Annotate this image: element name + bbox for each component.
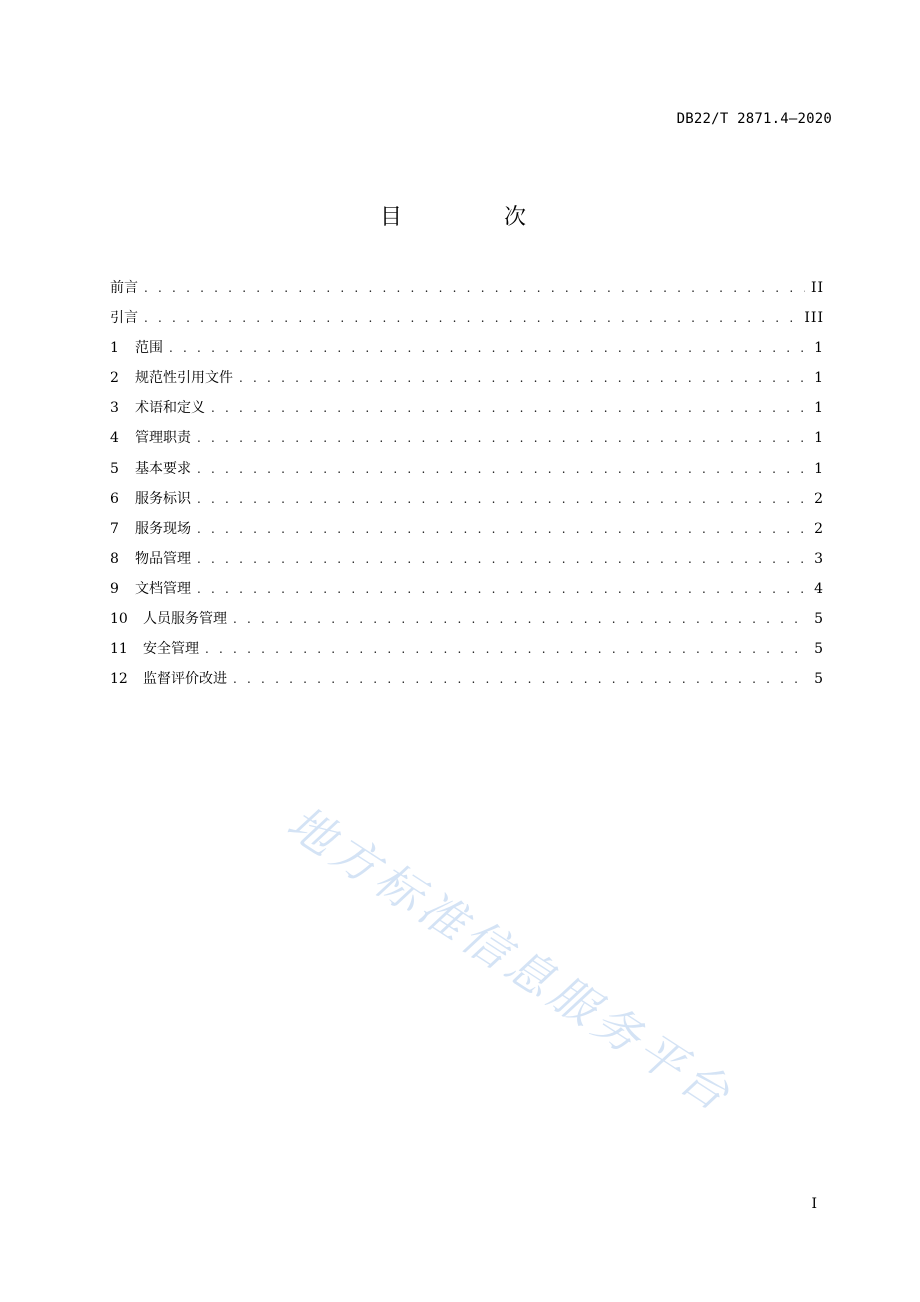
- toc-entry-page: II: [810, 280, 824, 296]
- toc-entry-12[interactable]: [110, 668, 824, 698]
- toc-title: 目 次: [379, 205, 566, 230]
- toc-leader-dots: [197, 518, 808, 540]
- toc-entry-label: 物品管理: [135, 550, 191, 567]
- toc-entry-number: 11: [110, 641, 128, 658]
- toc-entry-2[interactable]: [110, 367, 824, 397]
- toc-leader-dots: [197, 578, 808, 600]
- toc-leader-dots: [144, 307, 798, 329]
- toc-entry-page: 5: [814, 671, 824, 688]
- page-number: I: [811, 1196, 817, 1212]
- toc-entry-4[interactable]: [110, 427, 824, 457]
- toc-entry-introduction[interactable]: [110, 307, 824, 337]
- toc-entry-page: 2: [814, 490, 824, 507]
- toc-list: [110, 277, 824, 698]
- toc-entry-label: 术语和定义: [135, 400, 205, 417]
- toc-leader-dots: [144, 277, 805, 299]
- toc-entry-number: 9: [110, 580, 119, 597]
- toc-entry-page: 1: [814, 340, 824, 357]
- toc-entry-label: 前言: [110, 280, 138, 296]
- toc-entry-page: III: [804, 310, 824, 327]
- toc-entry-page: 2: [814, 520, 824, 537]
- toc-entry-number: 12: [110, 671, 128, 688]
- toc-entry-number: 4: [110, 430, 119, 447]
- toc-entry-label: 引言: [110, 310, 138, 327]
- toc-leader-dots: [197, 458, 808, 480]
- toc-entry-number: 10: [110, 611, 128, 628]
- toc-entry-label: 安全管理: [143, 641, 199, 658]
- toc-leader-dots: [197, 488, 808, 510]
- toc-entry-number: 6: [110, 490, 119, 507]
- toc-entry-page: 1: [814, 400, 824, 417]
- toc-entry-8[interactable]: [110, 548, 824, 578]
- toc-entry-number: 7: [110, 520, 119, 537]
- toc-leader-dots: [197, 548, 808, 570]
- toc-entry-5[interactable]: [110, 458, 824, 488]
- toc-entry-number: 2: [110, 370, 119, 387]
- toc-entry-number: 5: [110, 460, 119, 477]
- toc-entry-label: 管理职责: [135, 430, 191, 447]
- toc-leader-dots: [233, 608, 808, 630]
- toc-entry-label: 服务现场: [135, 520, 191, 537]
- toc-entry-label: 监督评价改进: [143, 671, 227, 688]
- toc-leader-dots: [239, 367, 808, 389]
- toc-entry-number: 8: [110, 550, 119, 567]
- toc-entry-page: 1: [814, 370, 824, 387]
- toc-entry-7[interactable]: [110, 518, 824, 548]
- toc-entry-foreword[interactable]: [110, 277, 824, 307]
- toc-entry-1[interactable]: [110, 337, 824, 367]
- toc-entry-11[interactable]: [110, 638, 824, 668]
- toc-leader-dots: [211, 397, 808, 419]
- toc-entry-page: 1: [814, 460, 824, 477]
- toc-entry-10[interactable]: [110, 608, 824, 638]
- toc-entry-label: 基本要求: [135, 460, 191, 477]
- toc-entry-label: 范围: [135, 340, 163, 357]
- toc-entry-number: 3: [110, 400, 119, 417]
- toc-leader-dots: [169, 337, 808, 359]
- toc-leader-dots: [197, 427, 808, 449]
- toc-entry-3[interactable]: [110, 397, 824, 427]
- toc-entry-label: 文档管理: [135, 580, 191, 597]
- toc-entry-page: 5: [814, 641, 824, 658]
- toc-leader-dots: [205, 638, 808, 660]
- toc-entry-label: 服务标识: [135, 490, 191, 507]
- toc-entry-page: 5: [814, 611, 824, 628]
- toc-entry-label: 规范性引用文件: [135, 370, 233, 387]
- toc-entry-number: 1: [110, 340, 119, 357]
- toc-entry-9[interactable]: [110, 578, 824, 608]
- toc-entry-label: 人员服务管理: [143, 611, 227, 628]
- toc-entry-page: 3: [814, 550, 824, 567]
- toc-entry-page: 1: [814, 430, 824, 447]
- watermark: 地方标准信息服务平台: [277, 795, 744, 1124]
- document-code: DB22/T 2871.4—2020: [676, 111, 832, 127]
- toc-entry-6[interactable]: [110, 488, 824, 518]
- toc-leader-dots: [233, 668, 808, 690]
- toc-entry-page: 4: [814, 580, 824, 597]
